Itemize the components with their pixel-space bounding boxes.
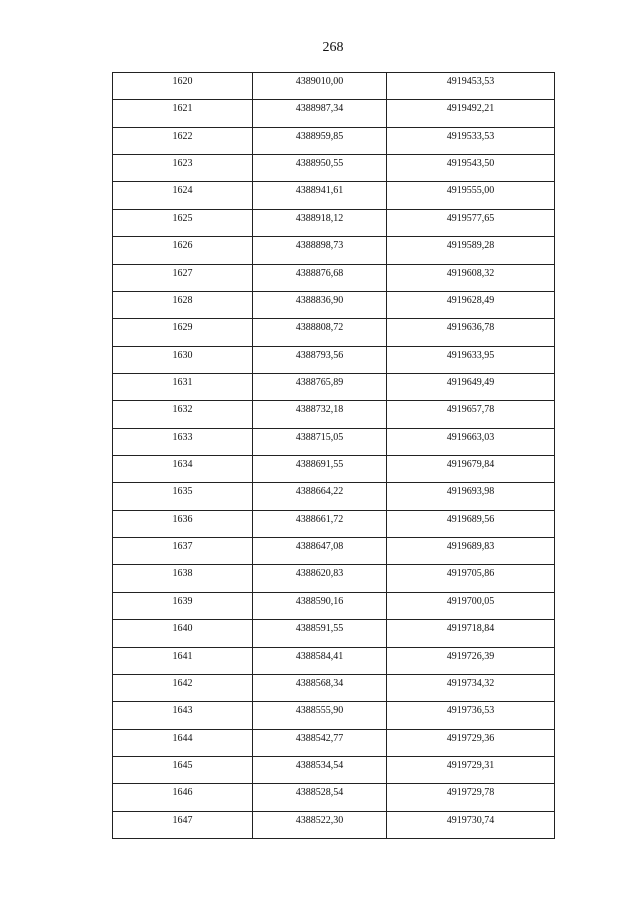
point-number-cell: 1641 bbox=[113, 647, 253, 674]
coordinate-x-cell: 4388950,55 bbox=[253, 155, 387, 182]
point-number-cell: 1646 bbox=[113, 784, 253, 811]
point-number-cell: 1631 bbox=[113, 373, 253, 400]
coordinate-x-cell: 4388647,08 bbox=[253, 538, 387, 565]
point-number-cell: 1623 bbox=[113, 155, 253, 182]
table-row bbox=[113, 729, 555, 756]
coordinate-y-cell: 4919663,03 bbox=[387, 428, 555, 455]
table-row bbox=[113, 291, 555, 318]
coordinate-x-cell: 4388591,55 bbox=[253, 620, 387, 647]
coordinate-y-cell: 4919679,84 bbox=[387, 456, 555, 483]
point-number-cell: 1622 bbox=[113, 127, 253, 154]
coordinate-y-cell: 4919649,49 bbox=[387, 373, 555, 400]
point-number-cell: 1621 bbox=[113, 100, 253, 127]
point-number-cell: 1642 bbox=[113, 674, 253, 701]
coordinate-x-cell: 4388941,61 bbox=[253, 182, 387, 209]
coordinate-y-cell: 4919608,32 bbox=[387, 264, 555, 291]
point-number-cell: 1637 bbox=[113, 538, 253, 565]
coordinate-y-cell: 4919729,31 bbox=[387, 756, 555, 783]
table-row bbox=[113, 209, 555, 236]
coordinate-y-cell: 4919734,32 bbox=[387, 674, 555, 701]
coordinate-x-cell: 4388987,34 bbox=[253, 100, 387, 127]
coordinate-x-cell: 4388555,90 bbox=[253, 702, 387, 729]
coordinate-x-cell: 4388661,72 bbox=[253, 510, 387, 537]
table-row bbox=[113, 674, 555, 701]
coordinate-y-cell: 4919533,53 bbox=[387, 127, 555, 154]
table-row bbox=[113, 373, 555, 400]
coordinate-y-cell: 4919729,36 bbox=[387, 729, 555, 756]
coordinate-x-cell: 4388898,73 bbox=[253, 237, 387, 264]
point-number-cell: 1635 bbox=[113, 483, 253, 510]
coordinate-x-cell: 4389010,00 bbox=[253, 73, 387, 100]
point-number-cell: 1629 bbox=[113, 319, 253, 346]
coordinate-x-cell: 4388590,16 bbox=[253, 592, 387, 619]
coordinate-x-cell: 4388691,55 bbox=[253, 456, 387, 483]
coordinate-y-cell: 4919492,21 bbox=[387, 100, 555, 127]
table-row bbox=[113, 620, 555, 647]
point-number-cell: 1644 bbox=[113, 729, 253, 756]
coordinate-x-cell: 4388584,41 bbox=[253, 647, 387, 674]
coordinates-table bbox=[112, 72, 555, 839]
point-number-cell: 1639 bbox=[113, 592, 253, 619]
page-number: 268 bbox=[322, 40, 344, 55]
point-number-cell: 1627 bbox=[113, 264, 253, 291]
coordinate-x-cell: 4388664,22 bbox=[253, 483, 387, 510]
table-row bbox=[113, 237, 555, 264]
point-number-cell: 1633 bbox=[113, 428, 253, 455]
coordinate-y-cell: 4919705,86 bbox=[387, 565, 555, 592]
coordinate-y-cell: 4919636,78 bbox=[387, 319, 555, 346]
coordinate-y-cell: 4919453,53 bbox=[387, 73, 555, 100]
coordinate-x-cell: 4388522,30 bbox=[253, 811, 387, 838]
point-number-cell: 1626 bbox=[113, 237, 253, 264]
coordinate-y-cell: 4919726,39 bbox=[387, 647, 555, 674]
coordinate-x-cell: 4388542,77 bbox=[253, 729, 387, 756]
coordinate-x-cell: 4388528,54 bbox=[253, 784, 387, 811]
point-number-cell: 1636 bbox=[113, 510, 253, 537]
coordinate-y-cell: 4919628,49 bbox=[387, 291, 555, 318]
coordinate-y-cell: 4919718,84 bbox=[387, 620, 555, 647]
table-row bbox=[113, 127, 555, 154]
coordinate-y-cell: 4919577,65 bbox=[387, 209, 555, 236]
table-row bbox=[113, 182, 555, 209]
coordinate-y-cell: 4919689,56 bbox=[387, 510, 555, 537]
table-row bbox=[113, 784, 555, 811]
table-row bbox=[113, 100, 555, 127]
table-row bbox=[113, 264, 555, 291]
point-number-cell: 1647 bbox=[113, 811, 253, 838]
table-row bbox=[113, 401, 555, 428]
coordinate-x-cell: 4388959,85 bbox=[253, 127, 387, 154]
table-row bbox=[113, 565, 555, 592]
coordinate-x-cell: 4388876,68 bbox=[253, 264, 387, 291]
coordinate-y-cell: 4919589,28 bbox=[387, 237, 555, 264]
coordinate-x-cell: 4388918,12 bbox=[253, 209, 387, 236]
table-row bbox=[113, 456, 555, 483]
coordinate-y-cell: 4919730,74 bbox=[387, 811, 555, 838]
coordinate-y-cell: 4919555,00 bbox=[387, 182, 555, 209]
point-number-cell: 1625 bbox=[113, 209, 253, 236]
table-row bbox=[113, 319, 555, 346]
coordinate-y-cell: 4919700,05 bbox=[387, 592, 555, 619]
table-row bbox=[113, 538, 555, 565]
point-number-cell: 1630 bbox=[113, 346, 253, 373]
coordinate-y-cell: 4919729,78 bbox=[387, 784, 555, 811]
table-body bbox=[113, 73, 555, 839]
table-row bbox=[113, 510, 555, 537]
point-number-cell: 1638 bbox=[113, 565, 253, 592]
coordinate-y-cell: 4919657,78 bbox=[387, 401, 555, 428]
point-number-cell: 1620 bbox=[113, 73, 253, 100]
point-number-cell: 1640 bbox=[113, 620, 253, 647]
table-row bbox=[113, 155, 555, 182]
coordinate-x-cell: 4388568,34 bbox=[253, 674, 387, 701]
coordinate-x-cell: 4388836,90 bbox=[253, 291, 387, 318]
point-number-cell: 1632 bbox=[113, 401, 253, 428]
coordinate-y-cell: 4919736,53 bbox=[387, 702, 555, 729]
table-row bbox=[113, 346, 555, 373]
table-row bbox=[113, 428, 555, 455]
table-row bbox=[113, 702, 555, 729]
table-row bbox=[113, 756, 555, 783]
point-number-cell: 1628 bbox=[113, 291, 253, 318]
coordinate-y-cell: 4919633,95 bbox=[387, 346, 555, 373]
coordinate-x-cell: 4388793,56 bbox=[253, 346, 387, 373]
table-row bbox=[113, 811, 555, 838]
table-row bbox=[113, 647, 555, 674]
point-number-cell: 1624 bbox=[113, 182, 253, 209]
table-row bbox=[113, 592, 555, 619]
table-row bbox=[113, 73, 555, 100]
coordinate-x-cell: 4388620,83 bbox=[253, 565, 387, 592]
coordinate-x-cell: 4388534,54 bbox=[253, 756, 387, 783]
table-row bbox=[113, 483, 555, 510]
coordinate-x-cell: 4388808,72 bbox=[253, 319, 387, 346]
point-number-cell: 1643 bbox=[113, 702, 253, 729]
coordinate-x-cell: 4388732,18 bbox=[253, 401, 387, 428]
point-number-cell: 1634 bbox=[113, 456, 253, 483]
coordinate-x-cell: 4388715,05 bbox=[253, 428, 387, 455]
coordinate-y-cell: 4919693,98 bbox=[387, 483, 555, 510]
coordinate-y-cell: 4919689,83 bbox=[387, 538, 555, 565]
point-number-cell: 1645 bbox=[113, 756, 253, 783]
coordinate-y-cell: 4919543,50 bbox=[387, 155, 555, 182]
coordinate-x-cell: 4388765,89 bbox=[253, 373, 387, 400]
